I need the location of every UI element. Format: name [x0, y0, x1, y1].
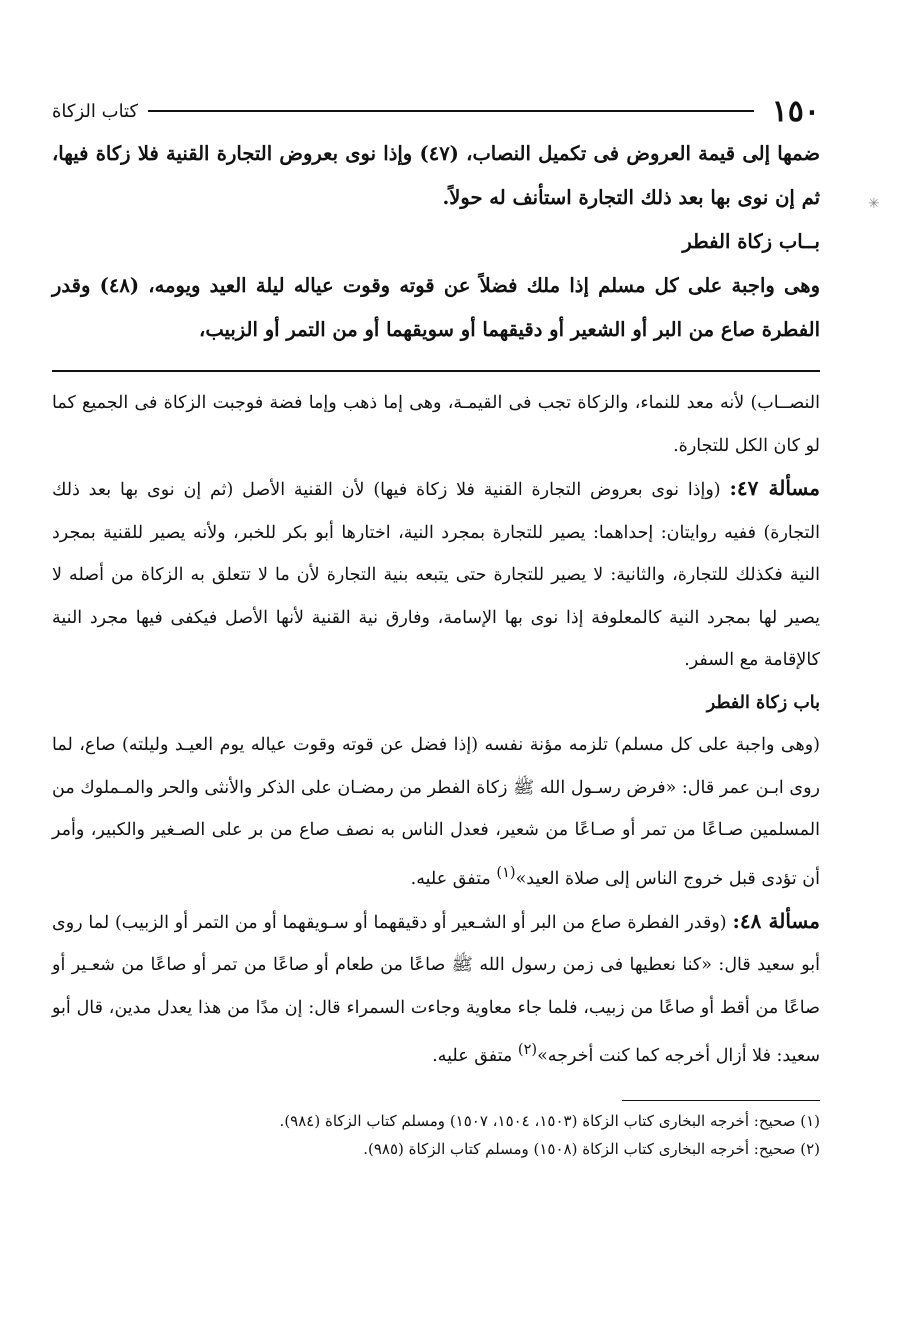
masala-47-label: مسألة ٤٧:	[729, 476, 820, 500]
commentary-masala-47	[52, 467, 820, 682]
page-header	[52, 90, 820, 132]
footnotes	[52, 1107, 820, 1163]
page-number: ١٥٠	[771, 93, 820, 129]
commentary-masala-48	[52, 900, 820, 1078]
commentary-paragraph-1: النصــاب) لأنه معد للنماء، والزكاة تجب فى القيمـة، وهى إما ذهب وإما فضة فوجبت الزكاة فى الجميع كما لو كان الكل للتجارة.	[52, 393, 820, 456]
matn-paragraph-1: ضمها إلى قيمة العروض فى تكميل النصاب، (٤٧) وإذا نوى بعروض التجارة القنية فلا زكاة فيها، ثم إن نوى بها بعد ذلك التجارة استأنف له حولاً.	[52, 142, 821, 209]
paragraph-3-tail: متفق عليه.	[410, 868, 497, 889]
masala-47-text: (وإذا نوى بعروض التجارة القنية فلا زكاة فيها) لأن القنية الأصل (ثم إن نوى بها بعد ذلك التجارة) ففيه روايتان: إحداهما: يصير للتجارة بمجرد النية، اختارها أبو بكر للخبر، ولأنه يصير للقنية بمجرد النية فكذلك للتجارة، والثانية: لا يصير للتجارة حتى يتبعه بنية التجارة لأن ما لا تتعلق به الزكاة من أصله لا يصير لها بمجرد النية كالمعلوفة إذا نوى بها الإسامة، وفارق نية القنية لأنها الأصل فيكفى فيها مجرد النية كالإقامة مع السفر.	[52, 480, 821, 670]
commentary-paragraph-3	[52, 724, 820, 900]
main-text	[52, 132, 820, 352]
commentary-heading-zakat-fitr: باب زكاة الفطر	[706, 692, 820, 713]
masala-48-label: مسألة ٤٨:	[732, 908, 820, 933]
header-rule	[148, 110, 754, 112]
footnote-2: (٢) صحيح: أخرجه البخارى كتاب الزكاة (١٥٠٨) ومسلم كتاب الزكاة (٩٨٥).	[363, 1139, 820, 1158]
matn-paragraph-2: وهى واجبة على كل مسلم إذا ملك فضلاً عن قوته وقوت عياله ليلة العيد ويومه، (٤٨) وقدر الفطرة صاع من البر أو الشعير أو دقيقهما أو سويقهما أو من التمر أو الزبيب،	[52, 274, 820, 341]
commentary-text	[52, 382, 820, 1078]
footnote-ref-1[interactable]: (١)	[496, 863, 516, 881]
footnote-ref-2[interactable]: (٢)	[517, 1041, 538, 1059]
matn-heading-zakat-fitr: بــاب زكاة الفطر	[682, 230, 820, 253]
book-page	[52, 90, 820, 1163]
footnote-1: (١) صحيح: أخرجه البخارى كتاب الزكاة (١٥٠٣، ١٥٠٤، ١٥٠٧) ومسلم كتاب الزكاة (٩٨٤).	[279, 1111, 820, 1130]
running-title: كتاب الزكاة	[52, 100, 139, 122]
footnote-rule	[622, 1100, 820, 1101]
masala-48-text: (وقدر الفطرة صاع من البر أو الشـعير أو دقيقهما أو سـويقهما أو من التمر أو الزبيب) لما روى أبو سعيد قال: «كنا نعطيها فى زمن رسول الله ﷺ صاعًا من طعام أو صاعًا من تمر أو صاعًا من شعـير أو صاعًا من أقط أو صاعًا من زبيب، فلما جاء معاوية وجاءت السمراء قال: إن مدًا من هذا يعدل مدين، قال أبو سعيد: فلا أزال أخرجه كما كنت أخرجه»	[52, 912, 821, 1067]
matn-commentary-divider	[52, 370, 820, 372]
masala-48-tail: متفق عليه.	[432, 1046, 518, 1067]
scan-speck: ✳	[868, 196, 880, 212]
paragraph-3-text: (وهى واجبة على كل مسلم) تلزمه مؤنة نفسه (إذا فضل عن قوته وقوت عياله يوم العيـد وليلته) صاع، لما روى ابـن عمر قال: «فرض رسـول الله ﷺ زكاة الفطر من رمضـان على الذكر والأنثى والحر والمـملوك من المسلمين صـاعًا من تمر أو صـاعًا من شعير، فعدل الناس به نصف صاع من بر على الصـغير والكبير، وأمر أن تؤدى قبل خروج الناس إلى صلاة العيد»	[52, 735, 820, 889]
